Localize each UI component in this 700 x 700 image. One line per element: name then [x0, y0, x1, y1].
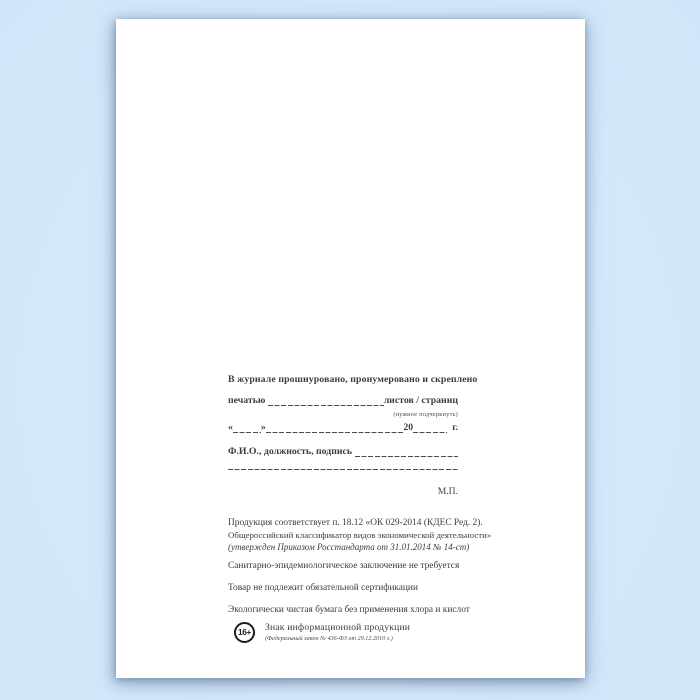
- compliance-line: Продукция соответствует п. 18.12 «ОК 029-2014 (КДЕС Ред. 2).: [228, 518, 483, 528]
- page-content: [228, 19, 492, 678]
- year-suffix: г.: [452, 422, 458, 433]
- open-quote: «: [228, 422, 233, 433]
- information-mark-row: [228, 621, 458, 643]
- seal-prefix-label: печатью: [228, 395, 268, 406]
- stamp-abbr: М.П.: [437, 486, 458, 497]
- underline-note: (нужное подчеркнуть): [393, 411, 458, 418]
- age-16-badge-icon: [234, 622, 255, 643]
- blank-underline-month: [266, 432, 404, 433]
- seal-line: [228, 396, 458, 407]
- information-mark-law-note: (Федеральный закон № 436-ФЗ от 29.12.2010 г.): [265, 634, 393, 642]
- year-prefix: 20: [403, 422, 414, 433]
- blank-underline-year: [413, 432, 447, 433]
- signature-rule: [228, 469, 458, 470]
- information-mark-text: [265, 621, 410, 642]
- signature-line: [228, 447, 458, 458]
- compliance-line: Общероссийский классификатор видов экономической деятельности»: [228, 530, 492, 540]
- blank-underline: [268, 405, 384, 406]
- date-line: [228, 423, 458, 434]
- note-certification: Товар не подлежит обязательной сертификации: [228, 583, 418, 593]
- binding-title: В журнале прошнуровано, пронумеровано и скреплено: [228, 374, 478, 385]
- signature-label: Ф.И.О., должность, подпись: [228, 446, 355, 457]
- compliance-paragraph: [228, 517, 492, 553]
- note-sanitary: Санитарно-эпидемиологическое заключение не требуется: [228, 561, 460, 571]
- blank-underline-signature: [355, 456, 459, 457]
- close-quote: »: [260, 422, 266, 433]
- seal-suffix-label: листов / страниц: [383, 395, 458, 406]
- information-mark-label: Знак информационной продукции: [265, 622, 411, 633]
- compliance-line-italic: (утвержден Приказом Росстандарта от 31.01.2014 № 14-ст): [228, 542, 470, 552]
- document-page: [116, 19, 585, 678]
- age-16-badge-label: 16+: [238, 628, 251, 637]
- note-eco-paper: Экологически чистая бумага без применения хлора и кислот: [228, 605, 470, 615]
- blank-underline-day: [233, 432, 261, 433]
